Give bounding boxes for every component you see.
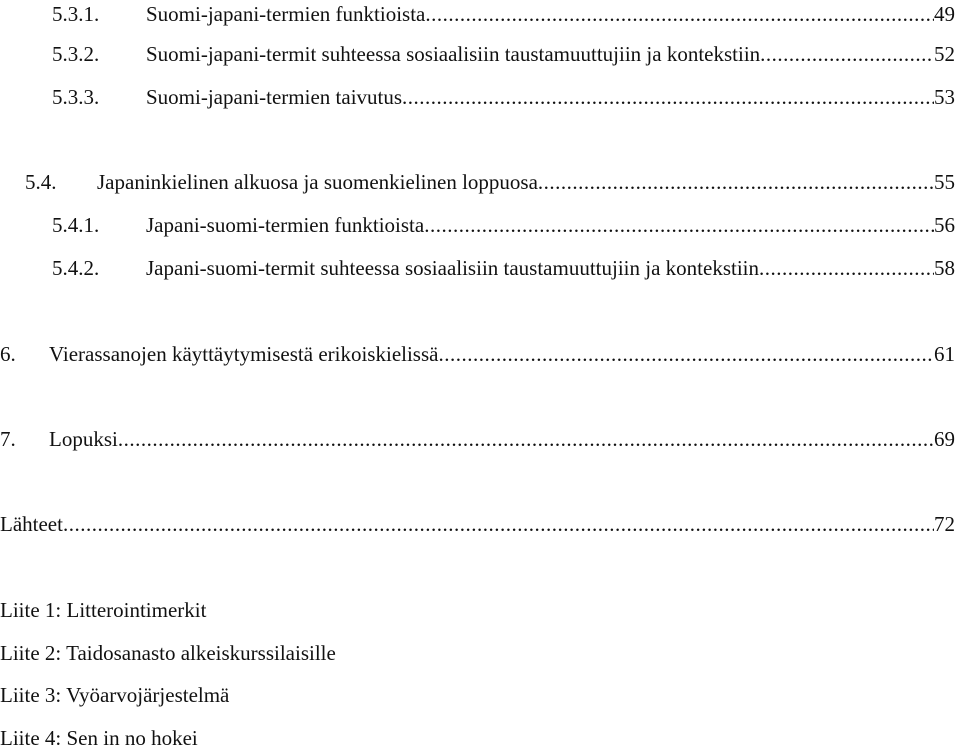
toc-entry[interactable] bbox=[52, 0, 960, 28]
toc-entry-number: 5.3.2. bbox=[52, 42, 100, 66]
toc-entry-page: 61 bbox=[934, 342, 955, 366]
toc-entry-title: Japani-suomi-termien funktioista bbox=[146, 213, 425, 237]
toc-entry-page: 53 bbox=[934, 85, 955, 109]
toc-entry-page: 72 bbox=[934, 512, 955, 536]
toc-leader-dots bbox=[402, 83, 934, 111]
toc-entry-number: 7. bbox=[0, 427, 16, 451]
toc-entry[interactable] bbox=[0, 510, 960, 538]
toc-entry-number: 6. bbox=[0, 342, 16, 366]
toc-leader-dots bbox=[118, 425, 934, 453]
toc-entry-number: 5.4. bbox=[25, 170, 57, 194]
toc-entry-page: 55 bbox=[934, 170, 955, 194]
toc-leader-dots bbox=[424, 211, 934, 239]
toc-entry-page: 69 bbox=[934, 427, 955, 451]
toc-entry-page: 56 bbox=[934, 213, 955, 237]
toc-entry-number: 5.3.3. bbox=[52, 85, 100, 109]
toc-entry-title: Suomi-japani-termit suhteessa sosiaalisiin taustamuuttujiin ja kontekstiin bbox=[146, 42, 761, 66]
toc-entry-title: Suomi-japani-termien funktioista bbox=[146, 2, 426, 26]
toc-entry-title: Vierassanojen käyttäytymisestä erikoiskielissä bbox=[49, 342, 439, 366]
appendix-item: Liite 2: Taidosanasto alkeiskurssilaisille bbox=[0, 641, 336, 665]
toc-entry-page: 52 bbox=[934, 42, 955, 66]
toc-entry-title: Lopuksi bbox=[49, 427, 118, 451]
toc-entry-title: Japani-suomi-termit suhteessa sosiaalisiin taustamuuttujiin ja kontekstiin bbox=[146, 256, 759, 280]
toc-entry[interactable] bbox=[52, 83, 960, 111]
toc-entry[interactable] bbox=[52, 211, 960, 239]
toc-leader-dots bbox=[759, 254, 934, 282]
toc-leader-dots bbox=[438, 340, 934, 368]
toc-leader-dots bbox=[63, 510, 934, 538]
toc-leader-dots bbox=[538, 168, 934, 196]
toc-entry-number: 5.3.1. bbox=[52, 2, 100, 26]
appendix-item: Liite 1: Litterointimerkit bbox=[0, 598, 207, 622]
toc-entry-page: 49 bbox=[934, 2, 955, 26]
toc-entry[interactable] bbox=[0, 425, 960, 453]
toc-entry[interactable] bbox=[52, 40, 960, 68]
toc-entry-page: 58 bbox=[934, 256, 955, 280]
toc-entry-title: Suomi-japani-termien taivutus bbox=[146, 85, 403, 109]
toc-entry[interactable] bbox=[0, 340, 960, 368]
appendix-item: Liite 4: Sen in no hokei bbox=[0, 726, 198, 750]
toc-leader-dots bbox=[425, 0, 934, 28]
toc-entry-title: Lähteet bbox=[0, 512, 63, 536]
appendix-item: Liite 3: Vyöarvojärjestelmä bbox=[0, 683, 230, 707]
toc-entry[interactable] bbox=[25, 168, 960, 196]
toc-entry[interactable] bbox=[52, 254, 960, 282]
toc-entry-number: 5.4.1. bbox=[52, 213, 100, 237]
toc-entry-number: 5.4.2. bbox=[52, 256, 100, 280]
toc-entry-title: Japaninkielinen alkuosa ja suomenkielinen loppuosa bbox=[97, 170, 538, 194]
toc-leader-dots bbox=[760, 40, 934, 68]
